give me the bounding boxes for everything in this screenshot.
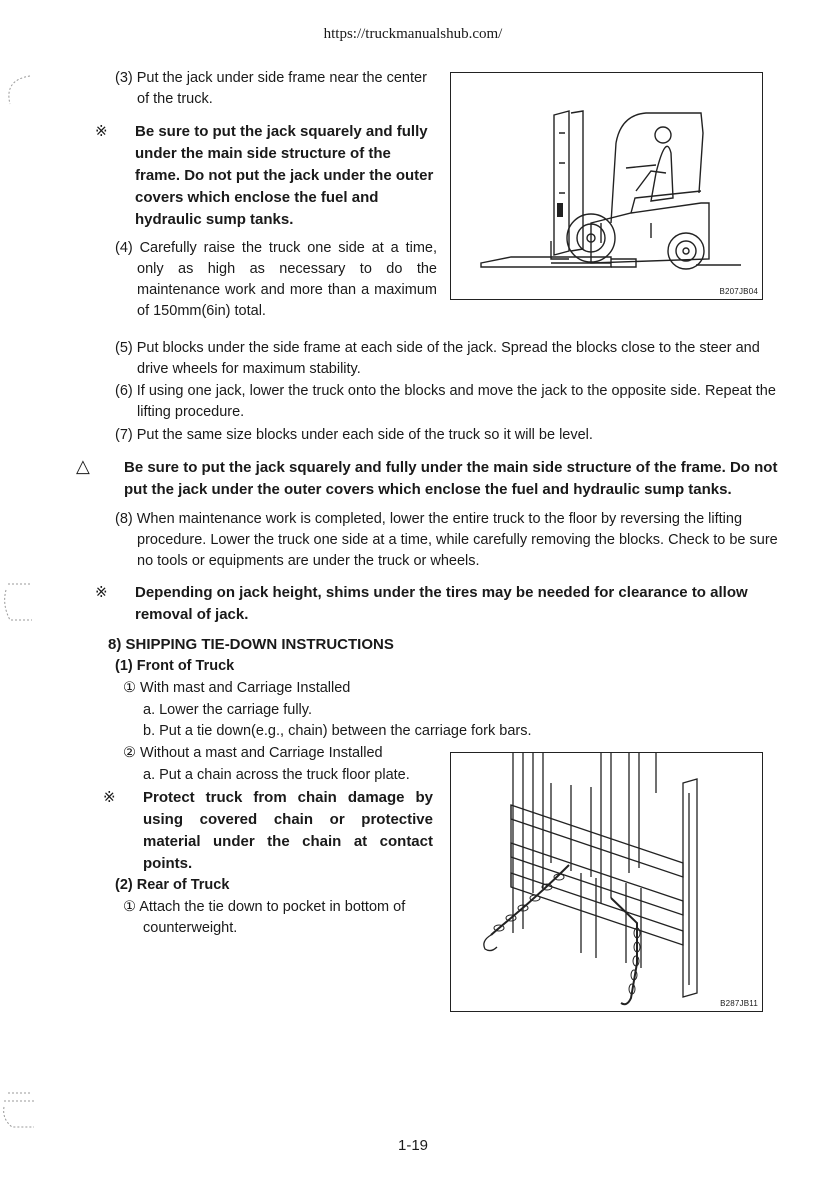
front-of-truck-heading: (1) Front of Truck bbox=[115, 658, 235, 674]
step-3-text: (3) Put the jack under side frame near the center of the truck. bbox=[115, 70, 427, 107]
front-item-1a: a. Lower the carriage fully. bbox=[143, 702, 312, 718]
rear-of-truck-heading: (2) Rear of Truck bbox=[115, 877, 230, 893]
note-3-mark: ※ bbox=[103, 789, 116, 806]
shipping-heading: 8) SHIPPING TIE-DOWN INSTRUCTIONS bbox=[108, 636, 394, 653]
note-2-text: Depending on jack height, shims under the tires may be needed for clearance to allow removal of jack. bbox=[135, 584, 748, 623]
step-6-text: (6) If using one jack, lower the truck onto the blocks and move the jack to the opposite side. Repeat the lifting procedure. bbox=[115, 383, 776, 420]
note-1 bbox=[95, 121, 435, 231]
note-3-text: Protect truck from chain damage by using covered chain or protective material under the chain at contact points. bbox=[143, 789, 433, 872]
note-1-mark: ※ bbox=[95, 123, 108, 140]
note-2 bbox=[95, 582, 783, 626]
step-8-text: (8) When maintenance work is completed, lower the entire truck to the floor by reversing the lifting procedure. Lower the truck one side at a time, while carefully removing the blocks. Check to be sure no tools or equipments are under the truck or wheels. bbox=[115, 511, 778, 569]
punch-hole-mark bbox=[0, 70, 40, 110]
note-2-mark: ※ bbox=[95, 584, 108, 601]
note-3 bbox=[103, 787, 433, 875]
page-number: 1-19 bbox=[397, 1137, 429, 1154]
header-url: https://truckmanualshub.com/ bbox=[323, 26, 503, 42]
forklift-jack-figure bbox=[450, 72, 763, 300]
carriage-chain-illustration bbox=[451, 753, 762, 1011]
figure-2-label: B287JB11 bbox=[720, 999, 758, 1008]
front-item-1b: b. Put a tie down(e.g., chain) between the carriage fork bars. bbox=[143, 723, 532, 739]
forklift-jack-illustration bbox=[451, 73, 762, 299]
warning-triangle-icon: △ bbox=[76, 456, 90, 476]
step-7-text: (7) Put the same size blocks under each side of the truck so it will be level. bbox=[115, 427, 593, 443]
front-item-2a: a. Put a chain across the truck floor plate. bbox=[143, 767, 410, 783]
punch-hole-mark bbox=[0, 580, 40, 630]
figure-1-label: B207JB04 bbox=[719, 287, 758, 296]
front-item-1: ① With mast and Carriage Installed bbox=[123, 680, 351, 696]
punch-hole-mark bbox=[0, 1085, 40, 1135]
warning-text: Be sure to put the jack squarely and fully under the main side structure of the frame. Do not put the jack under the outer covers which enclose the fuel and hydraulic sump tanks. bbox=[124, 459, 778, 498]
tie-down-figure bbox=[450, 752, 763, 1012]
note-1-text: Be sure to put the jack squarely and fully under the main side structure of the frame. Do not put the jack under the outer covers which enclose the fuel and hydraulic sump tanks. bbox=[135, 123, 434, 228]
warning-note bbox=[76, 455, 787, 501]
front-item-2: ② Without a mast and Carriage Installed bbox=[123, 745, 383, 761]
rear-item-1: ① Attach the tie down to pocket in bottom of counterweight. bbox=[123, 899, 406, 936]
step-4-text: (4) Carefully raise the truck one side at a time, only as high as necessary to do the maintenance work and more than a maximum of 150mm(6in) total. bbox=[115, 240, 437, 319]
step-5-text: (5) Put blocks under the side frame at each side of the jack. Spread the blocks close to the steer and drive wheels for maximum stability. bbox=[115, 340, 760, 377]
